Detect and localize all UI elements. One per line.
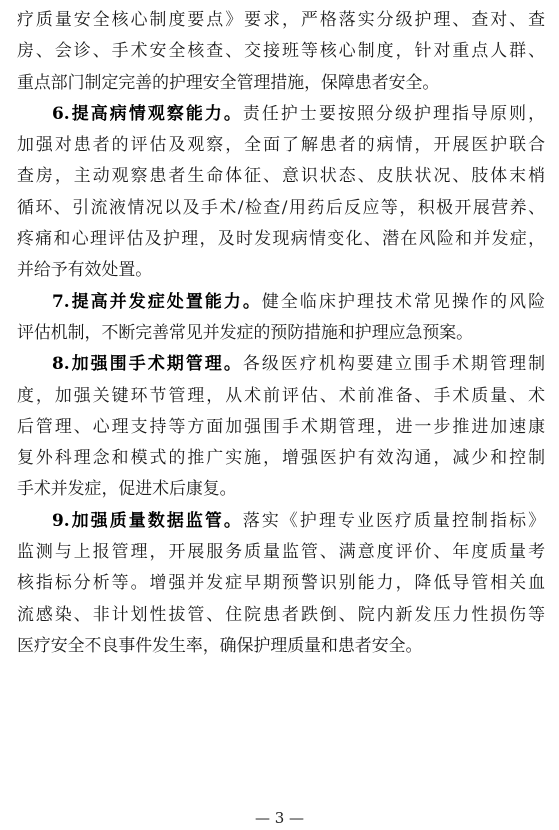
section-heading: 9.加强质量数据监管。 bbox=[52, 509, 243, 530]
line-text: 查房，主动观察患者生命体征、意识状态、皮肤状况、肢体末梢 bbox=[17, 165, 545, 186]
section-heading: 8.加强围手术期管理。 bbox=[52, 353, 243, 374]
text-line bbox=[17, 630, 545, 661]
line-text: 评估机制，不断完善常见并发症的预防措施和护理应急预案。 bbox=[17, 321, 474, 342]
text-line bbox=[17, 98, 545, 129]
section-heading: 6.提高病情观察能力。 bbox=[52, 102, 243, 123]
document-body bbox=[17, 4, 545, 661]
text-line bbox=[17, 473, 545, 504]
text-line bbox=[17, 35, 545, 66]
text-line bbox=[17, 160, 545, 191]
line-text: 落实《护理专业医疗质量控制指标》 bbox=[242, 509, 545, 530]
line-text: 健全临床护理技术常见操作的风险 bbox=[261, 290, 545, 311]
line-text: 循环、引流液情况以及手术/检查/用药后反应等，积极开展营养、 bbox=[17, 196, 545, 217]
text-line bbox=[17, 223, 545, 254]
line-text: 医疗安全不良事件发生率，确保护理质量和患者安全。 bbox=[17, 634, 423, 655]
line-text: 房、会诊、手术安全核查、交接班等核心制度，针对重点人群、 bbox=[17, 40, 545, 61]
text-line bbox=[17, 599, 545, 630]
text-line bbox=[17, 411, 545, 442]
text-line bbox=[17, 442, 545, 473]
line-text: 疼痛和心理评估及护理，及时发现病情变化、潜在风险和并发症， bbox=[17, 228, 545, 249]
line-text: 度，加强关键环节管理，从术前评估、术前准备、手术质量、术 bbox=[17, 384, 545, 405]
text-line bbox=[17, 286, 545, 317]
line-text: 流感染、非计划性拔管、住院患者跌倒、院内新发压力性损伤等 bbox=[17, 603, 545, 624]
page-number: — 3 — bbox=[254, 809, 305, 827]
text-line bbox=[17, 380, 545, 411]
line-text: 复外科理念和模式的推广实施，增强医护有效沟通，减少和控制 bbox=[17, 447, 545, 468]
line-text: 监测与上报管理，开展服务质量监管、满意度评价、年度质量考 bbox=[17, 541, 545, 562]
text-line bbox=[17, 254, 545, 285]
line-text: 后管理、心理支持等方面加强围手术期管理，进一步推进加速康 bbox=[17, 415, 545, 436]
text-line bbox=[17, 536, 545, 567]
line-text: 重点部门制定完善的护理安全管理措施，保障患者安全。 bbox=[17, 71, 440, 92]
text-line bbox=[17, 192, 545, 223]
line-text: 责任护士要按照分级护理指导原则， bbox=[242, 102, 545, 123]
line-text: 核指标分析等。增强并发症早期预警识别能力，降低导管相关血 bbox=[17, 572, 545, 593]
line-text: 手术并发症，促进术后康复。 bbox=[17, 478, 237, 499]
line-text: 并给予有效处置。 bbox=[17, 259, 153, 280]
line-text: 加强对患者的评估及观察，全面了解患者的病情，开展医护联合 bbox=[17, 134, 545, 155]
text-line bbox=[17, 317, 545, 348]
text-line bbox=[17, 567, 545, 598]
text-line bbox=[17, 67, 545, 98]
text-line bbox=[17, 348, 545, 379]
text-line bbox=[17, 4, 545, 35]
section-heading: 7.提高并发症处置能力。 bbox=[52, 290, 262, 311]
line-text: 疗质量安全核心制度要点》要求，严格落实分级护理、查对、查 bbox=[17, 9, 545, 29]
text-line bbox=[17, 129, 545, 160]
text-line bbox=[17, 505, 545, 536]
line-text: 各级医疗机构要建立围手术期管理制 bbox=[242, 353, 545, 374]
